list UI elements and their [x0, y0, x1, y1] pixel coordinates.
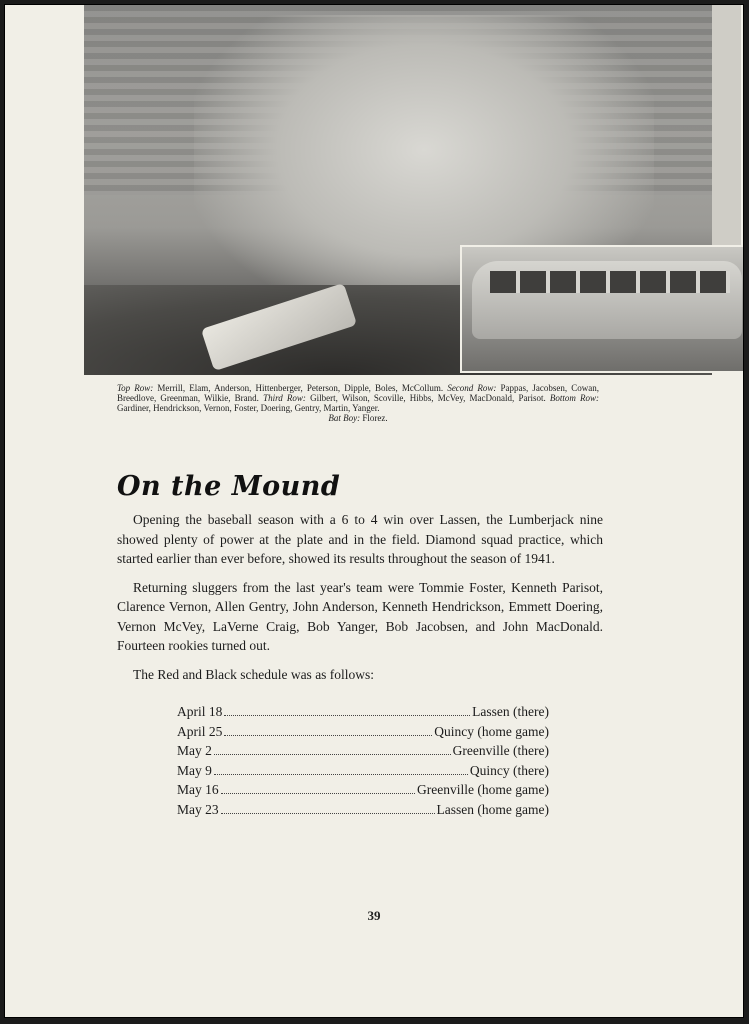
bat-boy-name: Florez. [362, 413, 388, 423]
schedule-date: April 25 [177, 723, 223, 739]
third-row-label: Third Row: [263, 393, 306, 403]
leader-dots [221, 793, 415, 794]
top-row-label: Top Row: [117, 383, 154, 393]
paragraph-1: Opening the baseball season with a 6 to 4 win over Lassen, the Lumberjack nine showed plenty of power at the plate and in the field. Diamond squad practice, which started earlier than ever before, showed its results throughout the season of 1941. [117, 512, 603, 566]
schedule-row [177, 722, 549, 742]
leader-dots [221, 813, 435, 814]
schedule-date: May 23 [177, 801, 219, 817]
schedule-row [177, 761, 549, 781]
article-body [117, 510, 603, 693]
schedule-row [177, 780, 549, 800]
schedule-date: April 18 [177, 704, 223, 719]
leader-dots [224, 735, 432, 736]
bus-windows [490, 271, 730, 293]
team-bus-photo [460, 245, 744, 373]
bat-boy-line [117, 413, 599, 423]
schedule-game: Greenville (home game) [417, 782, 549, 797]
schedule-row [177, 741, 549, 761]
page-edge-strip [711, 5, 741, 245]
schedule-game: Quincy (home game) [434, 723, 549, 739]
leader-dots [214, 774, 468, 775]
leader-dots [214, 754, 451, 755]
schedule-list [177, 702, 549, 819]
photo-caption [117, 383, 599, 423]
yearbook-page [4, 4, 744, 1018]
third-row-names: Gilbert, Wilson, Scoville, Hibbs, McVey, MacDonald, Parisot. [310, 393, 546, 403]
schedule-row [177, 800, 549, 820]
page-number: 39 [367, 908, 381, 923]
paragraph-2: Returning sluggers from the last year's team were Tommie Foster, Kenneth Parisot, Clarence Vernon, Allen Gentry, John Anderson, Kenneth Hendrickson, Emmett Doering, Vernon McVey, LaVerne Craig, Bob Yanger, Bob Jacobsen, and John MacDonald. Fourteen rookies turned out. [117, 579, 603, 653]
bottom-row-names: Gardiner, Hendrickson, Vernon, Foster, Doering, Gentry, Martin, Yanger. [117, 403, 380, 413]
paragraph-3: The Red and Black schedule was as follows: [133, 666, 375, 682]
second-row-label: Second Row: [447, 383, 497, 393]
schedule-date: May 2 [177, 743, 212, 758]
bottom-row-label: Bottom Row: [549, 393, 600, 403]
bat-boy-label: Bat Boy: [328, 413, 361, 423]
section-heading: On the Mound [117, 471, 341, 502]
schedule-date: May 9 [177, 762, 212, 778]
schedule-game: Lassen (there) [472, 704, 549, 719]
schedule-game: Quincy (there) [469, 762, 549, 778]
schedule-game: Greenville (there) [452, 743, 549, 758]
schedule-game: Lassen (home game) [436, 801, 549, 817]
second-row-names: Pappas, Jacobsen, Cowan, Breedlove, Greenman, Wilkie, Brand. [117, 383, 600, 403]
schedule-row [177, 702, 549, 722]
schedule-date: May 16 [177, 782, 219, 797]
top-row-names: Merrill, Elam, Anderson, Hittenberger, Peterson, Dipple, Boles, McCollum. [157, 383, 444, 393]
leader-dots [224, 715, 470, 716]
